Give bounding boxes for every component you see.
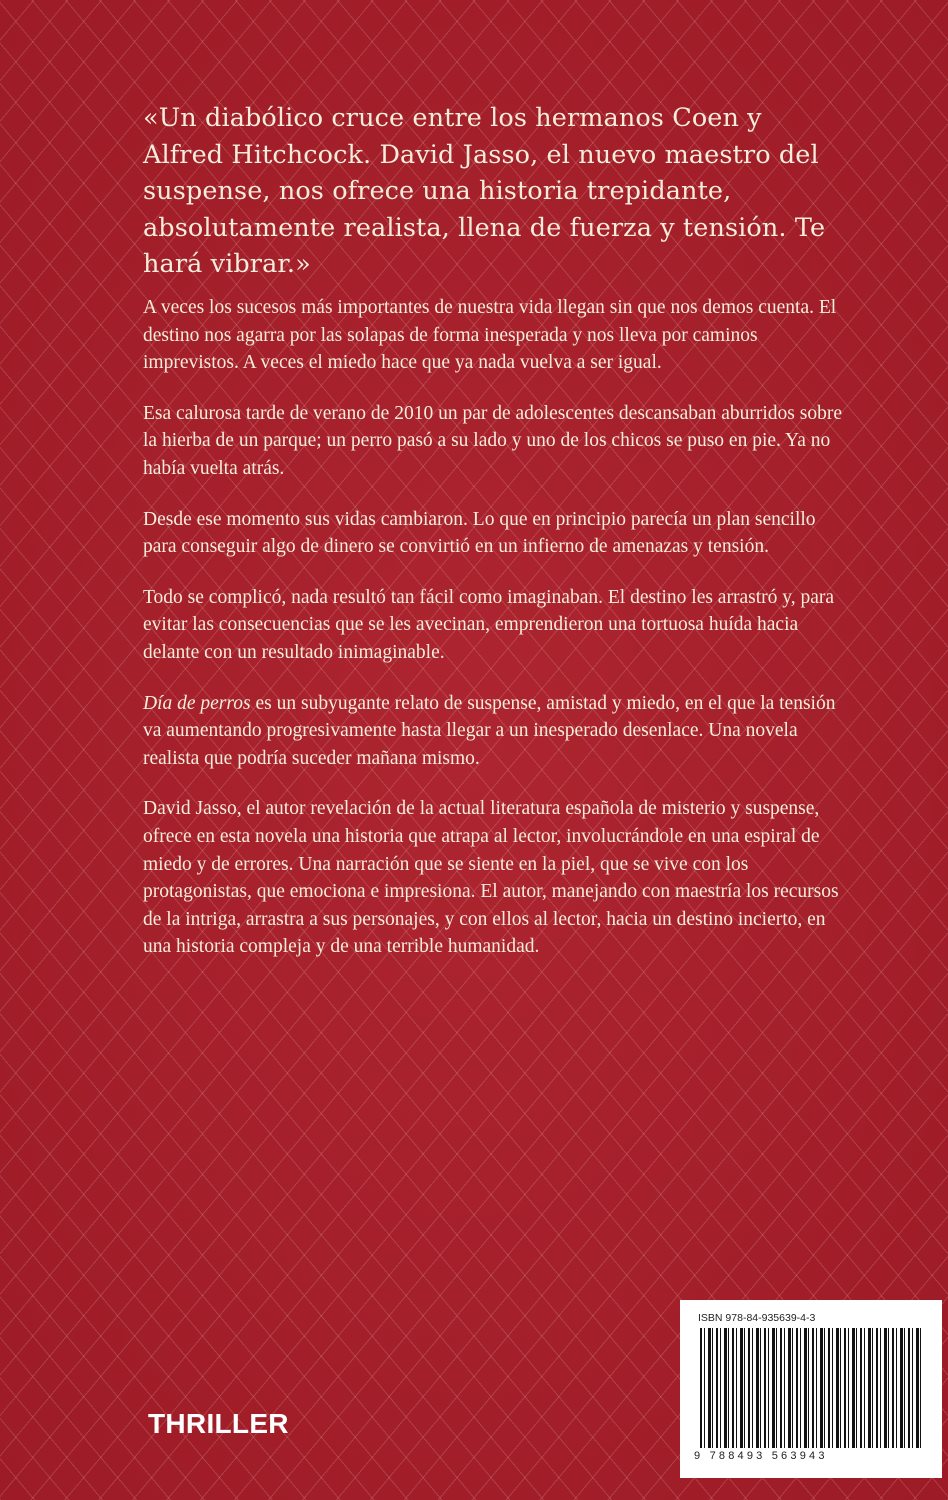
category-label: THRILLER — [148, 1408, 289, 1439]
synopsis-paragraph: A veces los sucesos más importantes de nuestra vida llegan sin que nos demos cuenta. El destino nos agarra por las solapas de forma inesperada y nos lleva por caminos imprevistos. A veces el miedo hace que ya nada vuelva a ser igual. — [143, 297, 837, 374]
synopsis-paragraph: David Jasso, el autor revelación de la actual literatura española de misterio y suspense, ofrece en esta novela una historia que atrapa al lector, involucrándole en una espiral de miedo y de errores. Una narración que se siente en la piel, que se vive con los protagonistas, que emociona e impresiona. El autor, manejando con maestría los recursos de la intriga, arrastra a sus personajes, y con ellos al lector, hacia un destino incierto, en una historia compleja y de una terrible humanidad. — [143, 798, 839, 958]
blurb-quote: «Un diabólico cruce entre los hermanos Coen y Alfred Hitchcock. David Jasso, el nuevo maestro del suspense, nos ofrece una historia trepidante, absolutamente realista, llena de fuerza y tensión. Te hará vibrar.» — [143, 103, 826, 279]
synopsis-paragraph: Esa calurosa tarde de verano de 2010 un par de adolescentes descansaban aburridos sobre la hierba de un parque; un perro pasó a su lado y uno de los chicos se puso en pie. Ya no había vuelta atrás. — [143, 402, 843, 479]
isbn-text: ISBN 978-84-935639-4-3 — [698, 1312, 816, 1324]
barcode-bars — [700, 1328, 922, 1448]
book-title: Día de perros — [143, 692, 251, 714]
synopsis — [143, 294, 843, 984]
synopsis-paragraph: Todo se complicó, nada resultó tan fácil como imaginaban. El destino les arrastró y, para evitar las consecuencias que se les avecinan, emprendieron una tortuosa huída hacia delante con un resultado inimaginable. — [143, 586, 835, 663]
barcode-digits: 9 788493 563943 — [694, 1450, 828, 1462]
paragraph-text: es un subyugante relato de suspense, amistad y miedo, en el que la tensión va aumentando progresivamente hasta llegar a un inesperado desenlace. Una novela realista que podría suceder mañana mismo. — [143, 692, 836, 769]
synopsis-paragraph — [143, 690, 843, 773]
synopsis-paragraph: Desde ese momento sus vidas cambiaron. Lo que en principio parecía un plan sencillo para conseguir algo de dinero se convirtió en un infierno de amenazas y tensión. — [143, 508, 816, 558]
barcode — [680, 1300, 942, 1478]
